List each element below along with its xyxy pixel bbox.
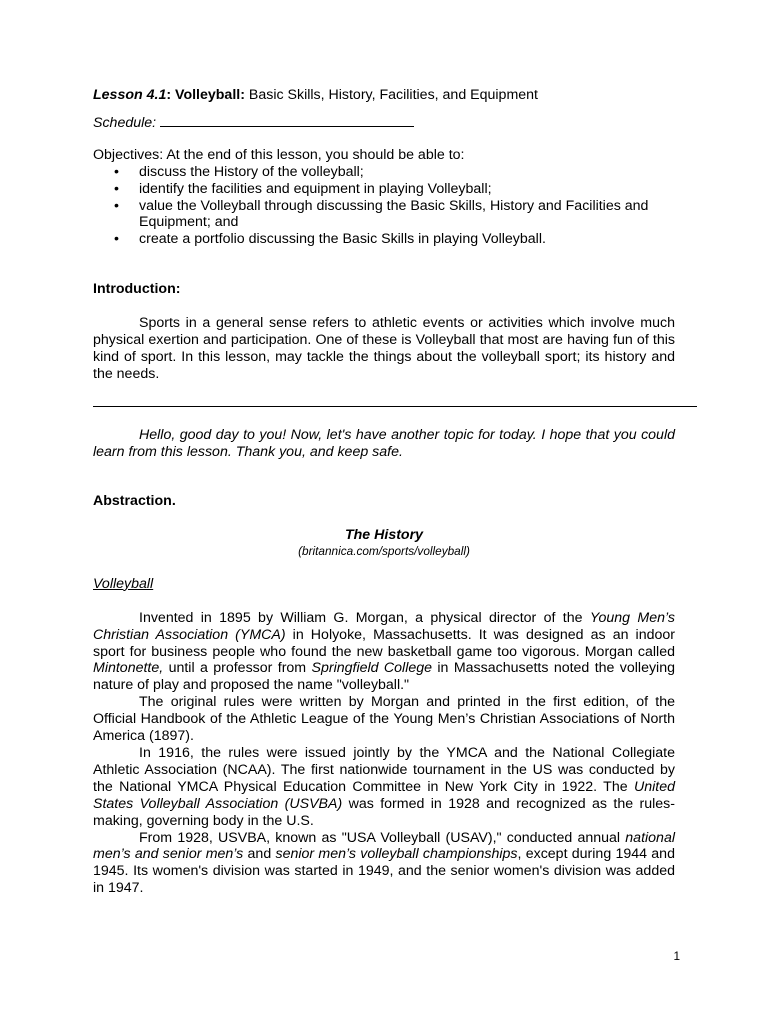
lesson-label: Lesson 4.1 xyxy=(93,87,167,103)
schedule-row xyxy=(93,113,675,132)
bullet-icon: • xyxy=(114,180,119,197)
history-paragraph-2: The original rules were written by Morgan and printed in the first edition, of the Official Handbook of the Athletic League of the Young Men’s Christian Associations of North America (1897). xyxy=(93,694,675,745)
schedule-blank-line xyxy=(160,113,414,127)
introduction-paragraph: Sports in a general sense refers to athletic events or activities which involve much physical exertion and participation. One of these is Volleyball that most are having fun of this kind of sport. In this lesson, may tackle the things about the volleyball sport; its history and the needs. xyxy=(93,315,675,382)
objectives-list xyxy=(93,164,675,249)
schedule-label: Schedule: xyxy=(93,114,157,131)
objective-item xyxy=(93,181,675,198)
objective-text: create a portfolio discussing the Basic Skills in playing Volleyball. xyxy=(139,231,546,248)
lesson-colon: : xyxy=(166,87,172,103)
bullet-icon: • xyxy=(114,197,119,214)
history-paragraph-3: In 1916, the rules were issued jointly by the YMCA and the National Collegiate Athletic Association (NCAA). The first nationwide tournament in the US was conducted by the National YMCA Physical Education Committee in New York City in 1922. The United States Volleyball Association (USVBA) was formed in 1928 and recognized as the rules-making, governing body in the U.S. xyxy=(93,744,675,829)
history-paragraph-1: Invented in 1895 by William G. Morgan, a physical director of the Young Men’s Christian Association (YMCA) in Holyoke, Massachusetts. It was designed as an indoor sport for business people who found the new basketball game too vigorous. Morgan called Mintonette, until a professor from Springfield College in Massachusetts noted the volleying nature of play and proposed the name "volleyball." xyxy=(93,609,675,694)
objective-text: value the Volleyball through discussing the Basic Skills, History and Facilities and Equipment; and xyxy=(139,197,649,231)
lesson-page xyxy=(93,87,675,383)
greeting-paragraph: Hello, good day to you! Now, let's have another topic for today. I hope that you could learn from this lesson. Thank you, and keep safe. xyxy=(93,427,675,460)
lesson-subject: Volleyball: xyxy=(175,87,245,103)
page-number: 1 xyxy=(673,949,680,963)
objectives-intro: Objectives: At the end of this lesson, you should be able to: xyxy=(93,146,465,163)
lesson-title-rest: Basic Skills, History, Facilities, and Equipment xyxy=(244,87,538,103)
objective-item xyxy=(93,198,675,232)
bullet-icon: • xyxy=(114,231,119,248)
lesson-title xyxy=(93,87,675,104)
objective-text: identify the facilities and equipment in playing Volleyball; xyxy=(139,180,492,197)
history-source: (britannica.com/sports/volleyball) xyxy=(298,543,470,558)
introduction-heading: Introduction: xyxy=(93,281,181,298)
history-paragraph-4: From 1928, USVBA, known as "USA Volleyball (USAV)," conducted annual national men’s and senior men’s and senior men’s volleyball championships, except during 1944 and 1945. Its women's division was started in 1949, and the senior women's division was added in 1947. xyxy=(93,829,675,897)
history-title: The History xyxy=(344,526,424,543)
abstraction-heading: Abstraction. xyxy=(93,493,176,509)
objective-item xyxy=(93,164,675,181)
objective-text: discuss the History of the volleyball; xyxy=(139,163,364,180)
objective-item xyxy=(93,231,675,248)
horizontal-divider xyxy=(93,406,697,407)
volleyball-heading: Volleyball xyxy=(93,575,154,592)
abstraction-section xyxy=(93,493,675,897)
bullet-icon: • xyxy=(114,163,119,180)
